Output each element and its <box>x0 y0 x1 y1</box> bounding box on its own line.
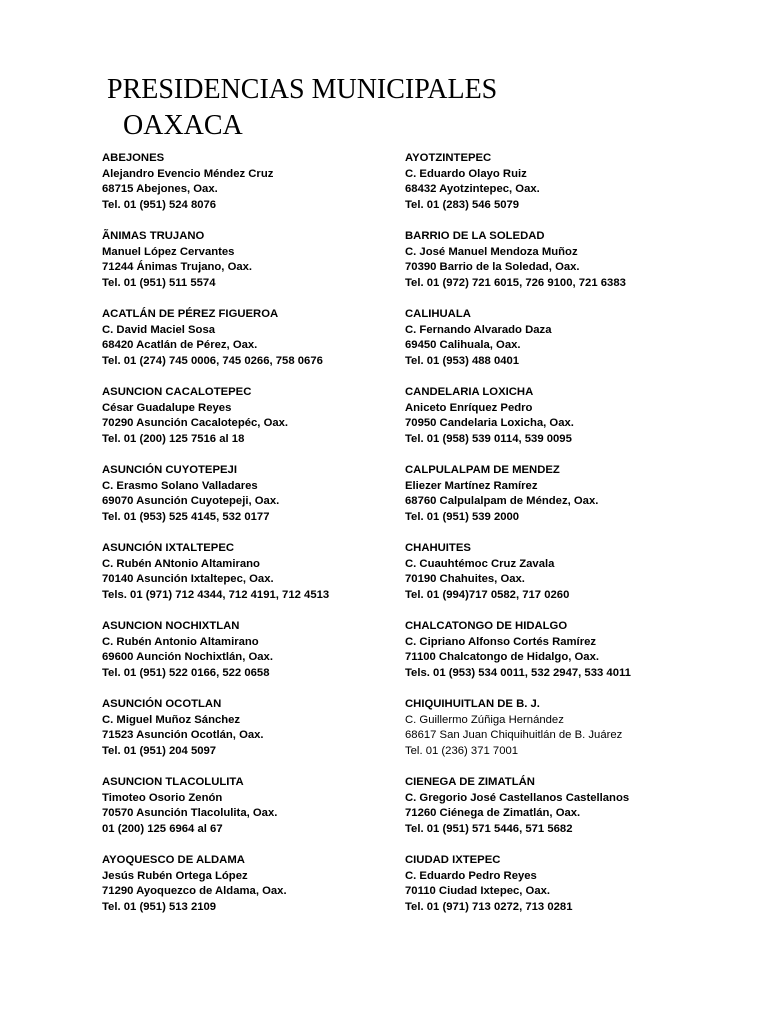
municipality-name: ASUNCION CACALOTEPEC <box>102 386 252 398</box>
phone-line: Tel. 01 (951) 511 5574 <box>102 276 216 289</box>
president-name: C. Miguel Muñoz Sánchez <box>102 713 241 726</box>
president-name: C. Eduardo Olayo Ruiz <box>405 167 527 180</box>
municipality-name: CIENEGA DE ZIMATLÁN <box>405 776 535 788</box>
president-name: C. Cipriano Alfonso Cortés Ramírez <box>405 635 597 648</box>
municipality-entry <box>405 697 735 775</box>
president-name: C. Erasmo Solano Valladares <box>102 479 258 492</box>
municipality-entry <box>405 853 735 931</box>
phone-line: Tels. 01 (971) 712 4344, 712 4191, 712 4513 <box>102 588 330 601</box>
municipality-name: AYOQUESCO DE ALDAMA <box>102 854 245 866</box>
municipality-entry <box>405 541 735 619</box>
president-name: C. Rubén ANtonio Altamirano <box>102 557 260 570</box>
phone-line: Tel. 01 (951) 524 8076 <box>102 198 217 211</box>
municipality-entry <box>405 151 735 229</box>
president-name: C. Gregorio José Castellanos Castellanos <box>405 791 630 804</box>
phone-line: 01 (200) 125 6964 al 67 <box>102 822 223 835</box>
president-name: César Guadalupe Reyes <box>102 401 232 414</box>
phone-line: Tel. 01 (951) 513 2109 <box>102 900 217 913</box>
phone-line: Tel. 01 (236) 371 7001 <box>405 744 519 757</box>
municipality-name: ASUNCION NOCHIXTLAN <box>102 620 240 632</box>
president-name: Alejandro Evencio Méndez Cruz <box>102 167 274 180</box>
address-line: 68715 Abejones, Oax. <box>102 183 218 196</box>
president-name: C. Rubén Antonio Altamirano <box>102 635 259 648</box>
municipality-name: ASUNCIÓN CUYOTEPEJI <box>102 464 237 476</box>
phone-line: Tel. 01 (951) 539 2000 <box>405 510 520 523</box>
page-title-line-1: PRESIDENCIAS MUNICIPALES <box>107 74 498 105</box>
municipality-name: CANDELARIA LOXICHA <box>405 386 534 398</box>
municipality-entry <box>405 775 735 853</box>
address-line: 71260 Ciénega de Zimatlán, Oax. <box>405 807 581 820</box>
address-line: 70140 Asunción Ixtaltepec, Oax. <box>102 573 274 586</box>
president-name: Jesús Rubén Ortega López <box>102 869 248 882</box>
municipality-entry <box>405 229 735 307</box>
address-line: 70390 Barrio de la Soledad, Oax. <box>405 261 580 274</box>
phone-line: Tel. 01 (953) 525 4145, 532 0177 <box>102 510 270 523</box>
municipality-name: ABEJONES <box>102 152 165 164</box>
phone-line: Tels. 01 (953) 534 0011, 532 2947, 533 4011 <box>405 666 631 679</box>
phone-line: Tel. 01 (283) 546 5079 <box>405 198 520 211</box>
president-name: C. Guillermo Zúñiga Hernández <box>405 713 564 726</box>
president-name: C. José Manuel Mendoza Muñoz <box>405 245 578 258</box>
address-line: 71100 Chalcatongo de Hidalgo, Oax. <box>405 651 599 664</box>
municipality-name: CHAHUITES <box>405 542 471 554</box>
municipality-entry <box>102 463 392 541</box>
phone-line: Tel. 01 (953) 488 0401 <box>405 354 520 367</box>
municipality-entry <box>102 697 392 775</box>
address-line: 71244 Ánimas Trujano, Oax. <box>102 261 253 274</box>
phone-line: Tel. 01 (951) 522 0166, 522 0658 <box>102 666 270 679</box>
address-line: 71290 Ayoquezco de Aldama, Oax. <box>102 885 287 898</box>
address-line: 71523 Asunción Ocotlán, Oax. <box>102 729 264 742</box>
phone-line: Tel. 01 (972) 721 6015, 726 9100, 721 6383 <box>405 276 626 289</box>
phone-line: Tel. 01 (958) 539 0114, 539 0095 <box>405 432 572 445</box>
phone-line: Tel. 01 (971) 713 0272, 713 0281 <box>405 900 573 913</box>
address-line: 68760 Calpulalpam de Méndez, Oax. <box>405 495 599 508</box>
municipality-entry <box>102 385 392 463</box>
president-name: Aniceto Enríquez Pedro <box>405 401 533 414</box>
municipality-entry <box>405 307 735 385</box>
right-column <box>405 151 735 931</box>
address-line: 69070 Asunción Cuyotepeji, Oax. <box>102 495 280 508</box>
page-title-line-2: OAXACA <box>123 110 243 141</box>
phone-line: Tel. 01 (951) 571 5446, 571 5682 <box>405 822 573 835</box>
phone-line: Tel. 01 (951) 204 5097 <box>102 744 217 757</box>
municipality-name: CALIHUALA <box>405 308 471 320</box>
municipality-name: ASUNCION TLACOLULITA <box>102 776 244 788</box>
municipality-entry <box>405 619 735 697</box>
municipality-name: ASUNCIÓN IXTALTEPEC <box>102 542 235 554</box>
president-name: C. Eduardo Pedro Reyes <box>405 869 537 882</box>
left-column <box>102 151 392 931</box>
phone-line: Tel. 01 (200) 125 7516 al 18 <box>102 432 245 445</box>
address-line: 68617 San Juan Chiquihuitlán de B. Juárez <box>405 729 623 742</box>
municipality-entry <box>405 463 735 541</box>
municipality-name: CALPULALPAM DE MENDEZ <box>405 464 560 476</box>
municipality-name: ÃNIMAS TRUJANO <box>102 230 205 242</box>
municipality-entry <box>102 229 392 307</box>
municipality-entry <box>102 775 392 853</box>
phone-line: Tel. 01 (994)717 0582, 717 0260 <box>405 588 570 601</box>
phone-line: Tel. 01 (274) 745 0006, 745 0266, 758 0676 <box>102 354 323 367</box>
municipality-name: BARRIO DE LA SOLEDAD <box>405 230 545 242</box>
address-line: 70570 Asunción Tlacolulita, Oax. <box>102 807 278 820</box>
address-line: 70290 Asunción Cacalotepéc, Oax. <box>102 417 289 430</box>
president-name: C. Cuauhtémoc Cruz Zavala <box>405 557 555 570</box>
president-name: Manuel López Cervantes <box>102 245 235 258</box>
municipality-entry <box>102 619 392 697</box>
municipality-name: ASUNCIÓN OCOTLAN <box>102 698 222 710</box>
address-line: 70110 Ciudad Ixtepec, Oax. <box>405 885 551 898</box>
municipality-entry <box>102 541 392 619</box>
address-line: 70190 Chahuites, Oax. <box>405 573 525 586</box>
municipality-name: AYOTZINTEPEC <box>405 152 492 164</box>
municipality-entry <box>102 151 392 229</box>
municipality-name: CHALCATONGO DE HIDALGO <box>405 620 568 632</box>
municipality-name: CIUDAD IXTEPEC <box>405 854 501 866</box>
president-name: Timoteo Osorio Zenón <box>102 791 223 804</box>
president-name: C. David Maciel Sosa <box>102 323 216 336</box>
president-name: C. Fernando Alvarado Daza <box>405 323 552 336</box>
address-line: 69600 Aunción Nochixtlán, Oax. <box>102 651 273 664</box>
address-line: 68432 Ayotzintepec, Oax. <box>405 183 540 196</box>
address-line: 69450 Calihuala, Oax. <box>405 339 521 352</box>
municipality-entry <box>102 853 392 931</box>
municipality-entry <box>405 385 735 463</box>
address-line: 68420 Acatlán de Pérez, Oax. <box>102 339 258 352</box>
address-line: 70950 Candelaria Loxicha, Oax. <box>405 417 574 430</box>
president-name: Eliezer Martínez Ramírez <box>405 479 538 492</box>
page-title <box>107 72 497 144</box>
municipality-name: CHIQUIHUITLAN DE B. J. <box>405 698 540 710</box>
municipality-name: ACATLÁN DE PÉREZ FIGUEROA <box>102 308 279 320</box>
municipality-entry <box>102 307 392 385</box>
